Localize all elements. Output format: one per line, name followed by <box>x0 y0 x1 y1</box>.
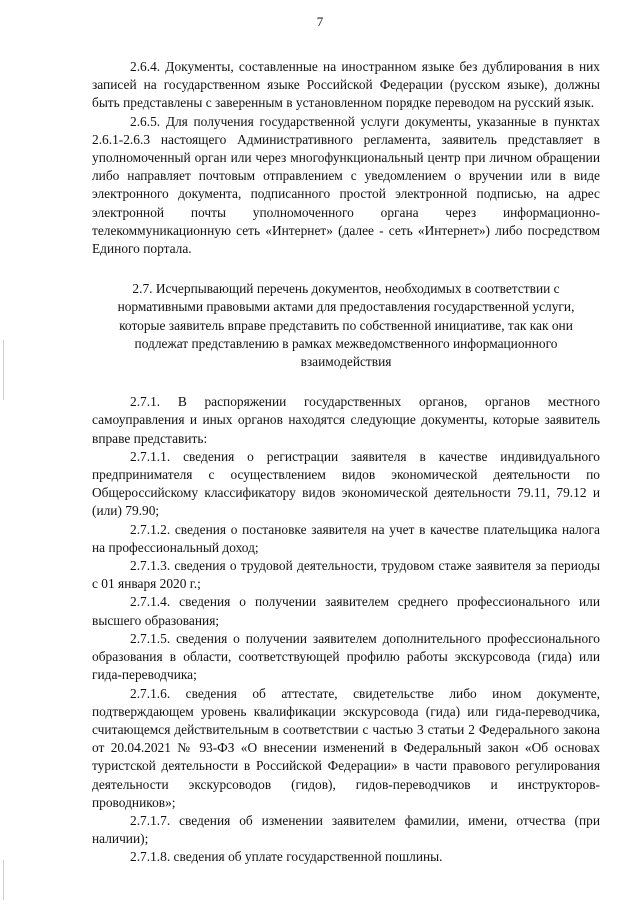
section-title-2-7: 2.7. Исчерпывающий перечень документов, необходимых в соответствии с нормативными правовыми актами для предоставления государственной услуги, которые заявитель вправе представить по собственной инициативе, так как они подлежат представлению в рамках межведомственного информационного взаимодействия <box>117 281 575 370</box>
scan-edge-mark <box>3 340 4 400</box>
paragraph-2-7-1-4: 2.7.1.4. сведения о получении заявителем среднего профессионального или высшего образования; <box>92 594 600 628</box>
document-body <box>92 58 600 867</box>
paragraph-2-7-1-3: 2.7.1.3. сведения о трудовой деятельности, трудовом стаже заявителя за периоды с 01 января 2020 г.; <box>92 558 600 592</box>
paragraph-2-7-1: 2.7.1. В распоряжении государственных органов, органов местного самоуправления и иных органов находятся следующие документы, которые заявитель вправе представить: <box>92 394 600 446</box>
paragraph-2-7-1-7: 2.7.1.7. сведения об изменении заявителем фамилии, имени, отчества (при наличии); <box>92 812 600 847</box>
paragraph-2-7-1-5: 2.7.1.5. сведения о получении заявителем дополнительного профессионального образования в области, соответствующей профилю работы экскурсовода (гида) или гида-переводчика; <box>92 630 600 683</box>
scan-edge-mark <box>3 860 4 900</box>
paragraph-2-7-1-8: 2.7.1.8. сведения об уплате государственной пошлины. <box>130 849 443 865</box>
paragraph-2-7-1-6: 2.7.1.6. сведения об аттестате, свидетельстве либо ином документе, подтверждающем уровень квалификации экскурсовода (гида) или гида-переводчика, считающемся действительным в соответствии с частью 3 статьи 2 Федерального закона от 20.04.2021 № 93-ФЗ «О внесении изменений в Федеральный закон «Об основах туристской деятельности в Российской Федерации» в части правового регулирования деятельности экскурсоводов (гидов), гидов-переводчиков и инструкторов-проводников»; <box>92 685 600 810</box>
page-number: 7 <box>316 14 324 29</box>
paragraph-2-7-1-2: 2.7.1.2. сведения о постановке заявителя на учет в качестве плательщика налога на профессиональный доход; <box>92 521 600 555</box>
paragraph-2-6-4: 2.6.4. Документы, составленные на иностранном языке без дублирования в них записей на государственном языке Российской Федерации (русском языке), должны быть представлены с заверенным в установленном порядке переводом на русский язык. <box>92 59 600 111</box>
paragraph-2-7-1-1: 2.7.1.1. сведения о регистрации заявителя в качестве индивидуального предпринимателя с осуществлением видов экономической деятельности по Общероссийскому классификатору видов экономической деятельности 79.11, 79.12 и (или) 79.90; <box>92 448 600 519</box>
paragraph-2-6-5: 2.6.5. Для получения государственной услуги документы, указанные в пунктах 2.6.1-2.6.3 настоящего Административного регламента, заявитель представляет в уполномоченный орган или через многофункциональный центр при личном обращении либо направляет почтовым отправлением с уведомлением о вручении или в виде электронного документа, подписанного простой электронной подписью, на адрес электронной почты уполномоченного органа через информационно-телекоммуникационную сеть «Интернет» (далее - сеть «Интернет») либо посредством Единого портала. <box>92 113 600 257</box>
